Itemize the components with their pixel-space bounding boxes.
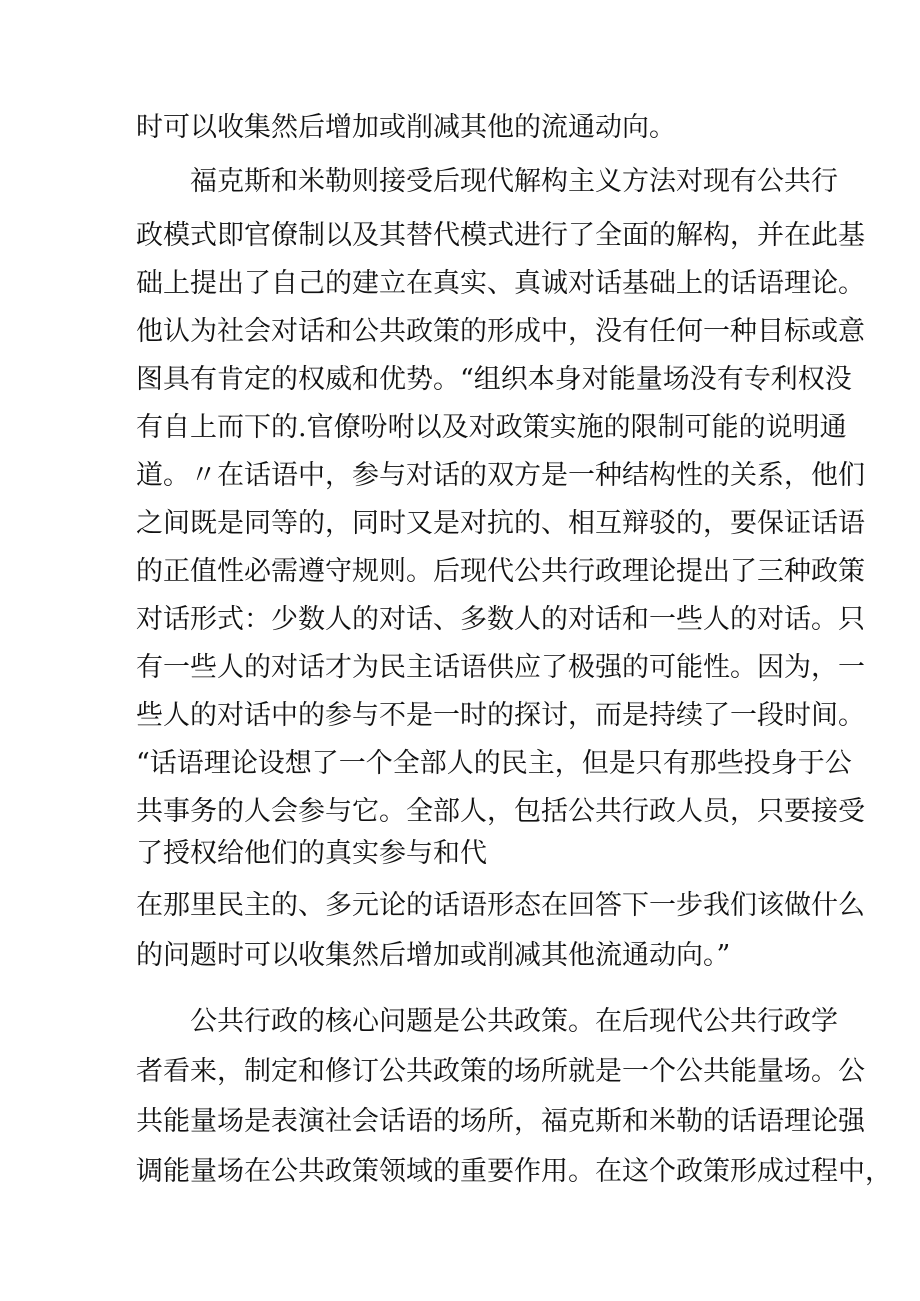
text-line-10: 的正值性必需遵守规则。后现代公共行政理论提出了三种政策: [136, 556, 865, 587]
text-line-22: 调能量场在公共政策领域的重要作用。在这个政策形成过程中，: [136, 1156, 892, 1187]
text-line-5: 他认为社会对话和公共政策的形成中，没有任何一种目标或意: [136, 316, 865, 347]
text-line-16: 了授权给他们的真实参与和代: [136, 838, 487, 869]
text-line-9: 之间既是同等的，同时又是对抗的、相互辩驳的，要保证话语: [136, 508, 865, 539]
paragraph-start-line: 公共行政的核心问题是公共政策。在后现代公共行政学: [190, 1006, 838, 1037]
text-line-18: 的问题时可以收集然后增加或削减其他流通动向。”: [136, 940, 731, 971]
paragraph-start-line: 福克斯和米勒则接受后现代解构主义方法对现有公共行: [190, 166, 838, 197]
text-line-4: 础上提出了自己的建立在真实、真诚对话基础上的话语理论。: [136, 268, 865, 299]
text-line-11: 对话形式：少数人的对话、多数人的对话和一些人的对话。只: [136, 604, 865, 635]
text-line-13: 些人的对话中的参与不是一时的探讨，而是持续了一段时间。: [136, 700, 865, 731]
text-line-17: 在那里民主的、多元论的话语形态在回答下一步我们该做什么: [136, 890, 865, 921]
text-line-20: 者看来，制定和修订公共政策的场所就是一个公共能量场。公: [136, 1056, 865, 1087]
text-line-21: 共能量场是表演社会话语的场所，福克斯和米勒的话语理论强: [136, 1106, 865, 1137]
text-line-7: 有自上而下的.官僚吩咐以及对政策实施的限制可能的说明通: [136, 412, 847, 443]
text-line-14: “话语理论设想了一个全部人的民主，但是只有那些投身于公: [136, 748, 852, 779]
text-line-1: 时可以收集然后增加或削减其他的流通动向。: [136, 112, 676, 143]
text-line-12: 有一些人的对话才为民主话语供应了极强的可能性。因为，一: [136, 652, 865, 683]
text-line-6: 图具有肯定的权威和优势。“组织本身对能量场没有专利权没: [136, 364, 852, 395]
text-line-3: 政模式即官僚制以及其替代模式进行了全面的解构，并在此基: [136, 220, 865, 251]
text-line-15: 共事务的人会参与它。全部人，包括公共行政人员，只要接受: [136, 796, 865, 827]
text-line-8: 道。〃在话语中，参与对话的双方是一种结构性的关系，他们: [136, 460, 865, 491]
